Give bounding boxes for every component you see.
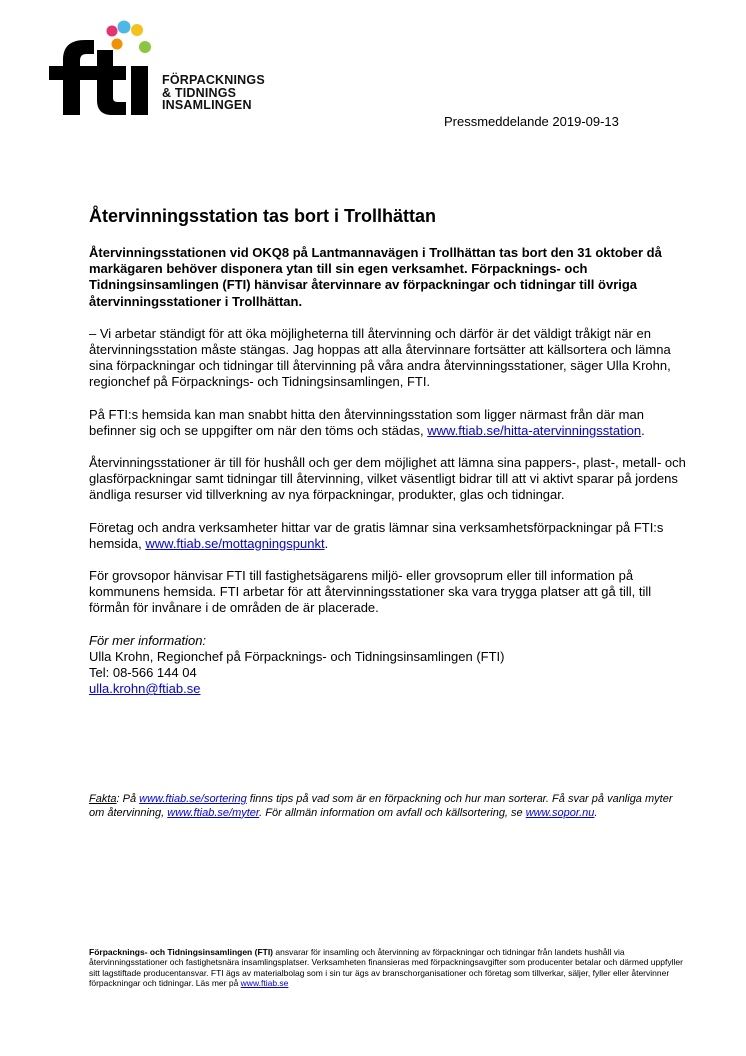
- fakta-label: Fakta: [89, 793, 117, 805]
- logo-dot: [139, 41, 151, 53]
- mottagningspunkt-link[interactable]: www.ftiab.se/mottagningspunkt: [145, 535, 325, 551]
- website-paragraph: [89, 407, 689, 439]
- logo-line-3: INSAMLINGEN: [162, 98, 252, 112]
- footer-text: ansvarar för insamling och återvinning av förpackningar och tidningar från landets hushåll via återvinningsstationer och fastighetsnära insamlingsplatser. Verksamheten finansieras med förpackningsavgifter som producenter betalar och därmed uppfyller sitt lagstiftade producentansvar. FTI ägs av materialbolag som i sin tur ägs av branschorganisationer och företag som tillverkar, säljer, fyller eller återvinner förpackningar och tidningar. Läs mer på: [89, 947, 683, 989]
- press-release-date: Pressmeddelande 2019-09-13: [444, 114, 619, 129]
- business-paragraph-end: .: [324, 535, 329, 551]
- sopor-link[interactable]: www.sopor.nu: [525, 806, 595, 819]
- fakta-text-4: .: [594, 806, 598, 819]
- fti-logo-mark: [49, 20, 159, 116]
- lead-paragraph: Återvinningsstationen vid OKQ8 på Lantmannavägen i Trollhättan tas bort den 31 oktober då markägaren behöver disponera ytan till sin egen verksamhet. Förpacknings- och Tidningsinsamlingen (FTI) hänvisar återvinnare av förpackningar och tidningar till övriga återvinningsstationer i Trollhättan.: [89, 245, 662, 309]
- logo-wordmark: [162, 74, 265, 112]
- quote-paragraph: – Vi arbetar ständigt för att öka möjligheterna till återvinning och därför är det väldigt tråkigt när en återvinningsstation måste stängas. Jag hoppas att alla återvinnare fortsätter att källsortera och lämna sina förpackningar och tidningar till återvinning på våra andra återvinningsstationer, säger Ulla Krohn, regionchef på Förpacknings- och Tidningsinsamlingen, FTI.: [89, 325, 671, 390]
- footer-org-name: Förpacknings- och Tidningsinsamlingen (FTI): [89, 947, 274, 957]
- website-paragraph-text: På FTI:s hemsida kan man snabbt hitta den återvinningsstation som ligger närmast från där man befinner sig och se uppgifter om när den töms och städas,: [89, 406, 644, 438]
- contact-name: Ulla Krohn, Regionchef på Förpacknings- och Tidningsinsamlingen (FTI): [89, 648, 505, 664]
- logo-dot: [112, 39, 123, 50]
- contact-info: [89, 633, 689, 698]
- stations-paragraph: Återvinningsstationer är till för hushåll och ger dem möjlighet att lämna sina pappers-, plast-, metall- och glasförpackningar samt tidningar till återvinning, vilket väsentligt bidrar till att vi aktivt sparar på jordens ändliga resurser vid tillverkning av nya förpackningar, produkter, glas och tidningar.: [89, 455, 686, 503]
- contact-phone: Tel: 08-566 144 04: [89, 665, 197, 681]
- contact-email-link[interactable]: ulla.krohn@ftiab.se: [89, 681, 201, 697]
- footer-about: [89, 947, 689, 989]
- logo-line-1: FÖRPACKNINGS: [162, 73, 265, 87]
- logo-dot: [131, 24, 143, 36]
- sortering-link[interactable]: www.ftiab.se/sortering: [139, 793, 247, 805]
- logo-dot: [107, 26, 118, 37]
- logo-dot: [118, 21, 131, 34]
- fti-logo: [49, 20, 289, 120]
- bulky-waste-paragraph: För grovsopor hänvisar FTI till fastighetsägarens miljö- eller grovsoprum eller till information på kommunens hemsida. FTI arbetar för att återvinningsstationer ska vara trygga platser att gå till, till förmån för invånare i de områden de är placerade.: [89, 568, 652, 616]
- page-title: Återvinningsstation tas bort i Trollhättan: [89, 206, 437, 226]
- business-paragraph: [89, 520, 689, 552]
- contact-heading: För mer information:: [89, 632, 207, 648]
- myter-link[interactable]: www.ftiab.se/myter: [167, 806, 260, 819]
- logo-line-2: & TIDNINGS: [162, 85, 237, 100]
- fakta-text-2: finns tips på vad som är en förpackning och hur man sorterar. Få svar på vanliga myter om återvinning,: [89, 793, 673, 819]
- footer-website-link[interactable]: www.ftiab.se: [240, 978, 289, 989]
- fakta-text-3: . För allmän information om avfall och källsortering, se: [259, 806, 526, 819]
- hitta-atervinningsstation-link[interactable]: www.ftiab.se/hitta-atervinningsstation: [427, 422, 642, 438]
- article-body: [89, 205, 689, 697]
- fakta-box: [89, 793, 689, 820]
- business-paragraph-text: Företag och andra verksamheter hittar var de gratis lämnar sina verksamhetsförpackningar på FTI:s hemsida,: [89, 519, 664, 551]
- fakta-text-1: : På: [116, 793, 140, 805]
- website-paragraph-end: .: [641, 422, 645, 438]
